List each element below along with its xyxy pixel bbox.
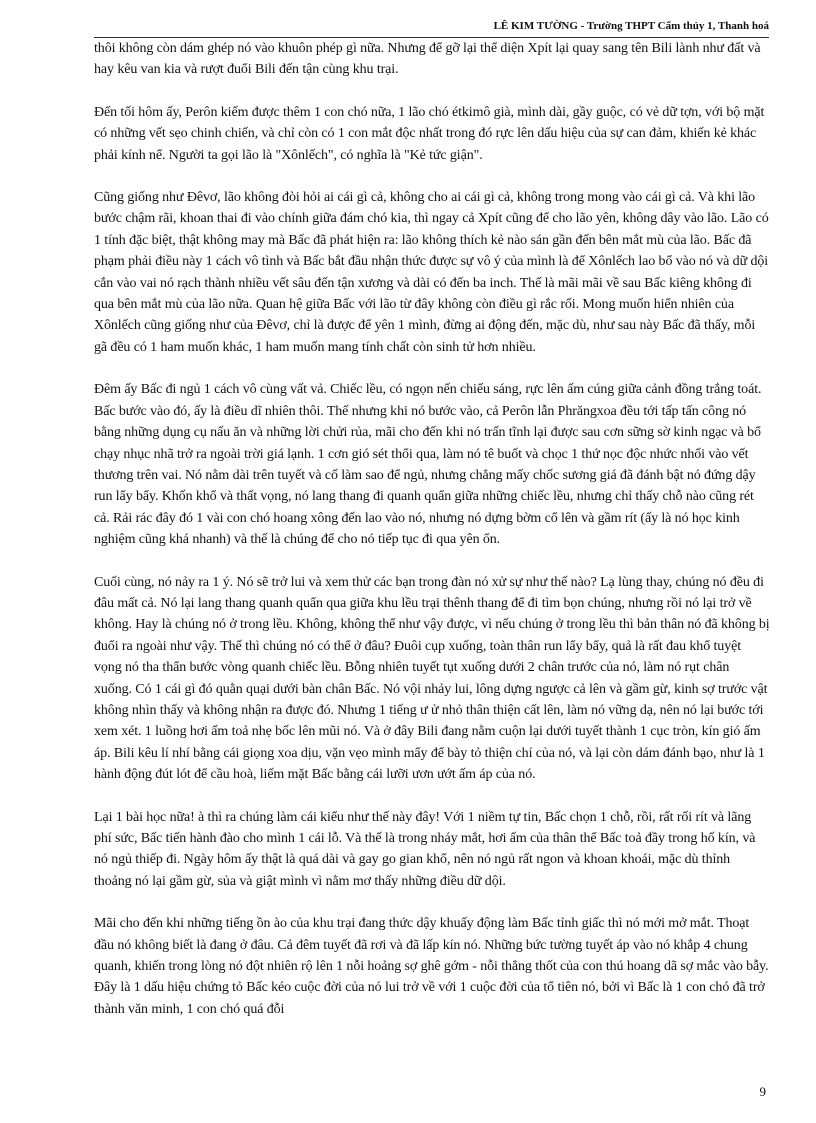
paragraph: Lại 1 bài học nữa! à thì ra chúng làm cái kiểu như thế này đây! Với 1 niềm tự tin, Bấc chọn 1 chỗ, rồi, rất rối rít và lãng phí sức, Bấc tiến hành đào cho mình 1 cái lỗ. Và thế là trong nháy mắt, hơi ấm của thân thể Bấc toả đầy trong hố kín, và nó ngủ thiếp đi. Ngày hôm ấy thật là quá dài và gay go gian khổ, nên nó ngủ rất ngon và khoan khoái, mặc dù thỉnh thoảng nó lại gầm gừ, sủa và giật mình vì nằm mơ thấy những điều dữ dội. — [94, 809, 756, 889]
page-body — [94, 38, 770, 1041]
paragraph: thôi không còn dám ghép nó vào khuôn phép gì nữa. Nhưng để gỡ lại thể diện Xpít lại quay sang tên Bili lành như đất và hay kêu van kia và rượt đuổi Bili đến tận cùng khu trại. — [94, 41, 761, 78]
paragraph: Cuối cùng, nó nảy ra 1 ý. Nó sẽ trở lui và xem thử các bạn trong đàn nó xử sự như thế nào? Lạ lùng thay, chúng nó đều đi đâu mất cả. Nó lại lang thang quanh quẩn qua giữa khu lều trại thênh thang để đi tìm bọn chúng, nhưng rồi nó lại trở về không. Hay là chúng nó ở trong lều. Không, không thể như vậy được, vì nếu chúng ở trong lều thì bản thân nó đã không bị đuổi ra ngoài như vậy. Thế thì chúng nó có thể ở đâu? Đuôi cụp xuống, toàn thân run lẩy bẩy, quả là rất đau khổ tuyệt vọng nó tha thẩn bước vòng quanh chiếc lều. Bỗng nhiên tuyết tụt xuống dưới 2 chân trước của nó, làm nó rụt chân xuống. Có 1 cái gì đó quằn quại dưới bàn chân Bấc. Nó vội nhảy lui, lông dựng ngược cả lên và gầm gừ, kinh sợ trước vật không nhìn thấy và không nhận ra được đó. Nhưng 1 tiếng ư ử nhỏ thân thiện cất lên, làm nó vững dạ, nên nó lại bước tới xem xét. 1 luồng hơi ấm toả nhẹ bốc lên mũi nó. Và ở đây Bili đang nằm cuộn lại dưới tuyết thành 1 cục tròn, kín gió ấm áp. Bili kêu lí nhí bằng cái giọng xoa dịu, vặn vẹo mình mẩy để bày tỏ thiện chí của nó, và lại còn dám đánh bạo, như là 1 hành động đút lót để cầu hoà, liếm mặt Bấc bằng cái lưỡi ươn ướt ấm áp của nó. — [94, 574, 770, 783]
page-number: 9 — [759, 1084, 766, 1099]
paragraph: Đêm ấy Bấc đi ngủ 1 cách vô cùng vất vả. Chiếc lều, có ngọn nến chiếu sáng, rực lên ấm cúng giữa cảnh đồng trắng toát. Bấc bước vào đó, ấy là điều dĩ nhiên thôi. Thế nhưng khi nó bước vào, cả Perôn lẫn Phrăngxoa đều tới tấp tấn công nó bằng những dụng cụ nấu ăn và những lời chửi rủa, mãi cho đến khi nó trấn tĩnh lại được sau cơn sững sờ kinh ngạc và bổ chạy nhục nhã trở ra ngoài trời giá lạnh. 1 cơn gió sét thổi qua, làm nó tê buốt và chọc 1 thứ nọc độc nhức nhối vào vết thương trên vai. Nó nằm dài trên tuyết và cố làm sao để ngủ, nhưng chẳng mấy chốc sương giá đã đánh bật nó đứng dậy run lẩy bẩy. Khốn khổ và thất vọng, nó lang thang đi quanh quẩn giữa những chiếc lều, nhưng chỉ thấy chỗ nào cũng rét cả. Rải rác đây đó 1 vài con chó hoang xông đến lao vào nó, nhưng nó dựng bờm cổ lên và gầm rít (ấy là nó học kinh nghiệm cũng khá nhanh) và thế là chúng để cho nó tiếp tục đi qua yên ổn. — [94, 382, 762, 548]
paragraph: Đến tối hôm ấy, Perôn kiếm được thêm 1 con chó nữa, 1 lão chó étkimô già, mình dài, gầy guộc, có vẻ dữ tợn, với bộ mặt có những vết sẹo chinh chiến, và chỉ còn có 1 con mắt độc nhất trong đó rực lên dấu hiệu của sự can đảm, khiến kẻ khác phải kính nể. Người ta gọi lão là "Xônlếch", có nghĩa là "Kẻ tức giận". — [94, 104, 765, 163]
paragraph: Cũng giống như Đêvơ, lão không đòi hỏi ai cái gì cả, không cho ai cái gì cả, không trong mong vào cái gì cả. Và khi lão bước chậm rãi, khoan thai đi vào chính giữa đám chó kia, thì ngay cả Xpít cũng để cho lão yên, không dây vào lão. Lão có 1 tính đặc biệt, thật không may mà Bấc đã phát hiện ra: lão không thích kẻ nào sán gần đến bên mắt mù của lão. Bấc đã phạm phải điều này 1 cách vô tình và Bấc bắt đầu nhận thức được sự vô ý của mình là để Xônlếch lao bổ vào nó và dữ dội cắn vào vai nó rạch thành nhiều vết sâu đến tận xương và dài có đến ba inch. Thế là mãi mãi về sau Bấc kiêng không đi qua bên mắt mù của lão nữa. Quan hệ giữa Bấc với lão từ đây không còn điều gì rắc rối. Mong muốn hiển nhiên của Xônlếch cũng giống như của Đêvơ, chỉ là được để yên 1 mình, đừng ai động đến, mặc dù, như sau này Bấc đã thấy, mỗi gã đều có 1 ham muốn khác, 1 ham muốn mang tính chất còn sinh tử hơn nhiều. — [94, 190, 769, 355]
page-header: LÊ KIM TƯỜNG - Trường THPT Cẩm thủy 1, Thanh hoá — [493, 20, 769, 32]
paragraph: Mãi cho đến khi những tiếng ồn ào của khu trại đang thức dậy khuấy động làm Bấc tỉnh giấc thì nó mới mở mắt. Thoạt đầu nó không biết là đang ở đâu. Cả đêm tuyết đã rơi và đã lấp kín nó. Những bức tường tuyết áp vào nó khắp 4 chung quanh, khiến trong lòng nó đột nhiên rộ lên 1 nỗi hoảng sợ ghê gớm - nỗi thẳng thốt của con thú hoang dã sợ mắc vào bẫy. Đây là 1 dấu hiệu chứng tỏ Bấc kéo cuộc đời của nó lui trở về với 1 cuộc đời của tổ tiên nó, bởi vì Bấc là 1 con chó đã trở thành văn minh, 1 con chó quá đỗi — [94, 916, 769, 1017]
